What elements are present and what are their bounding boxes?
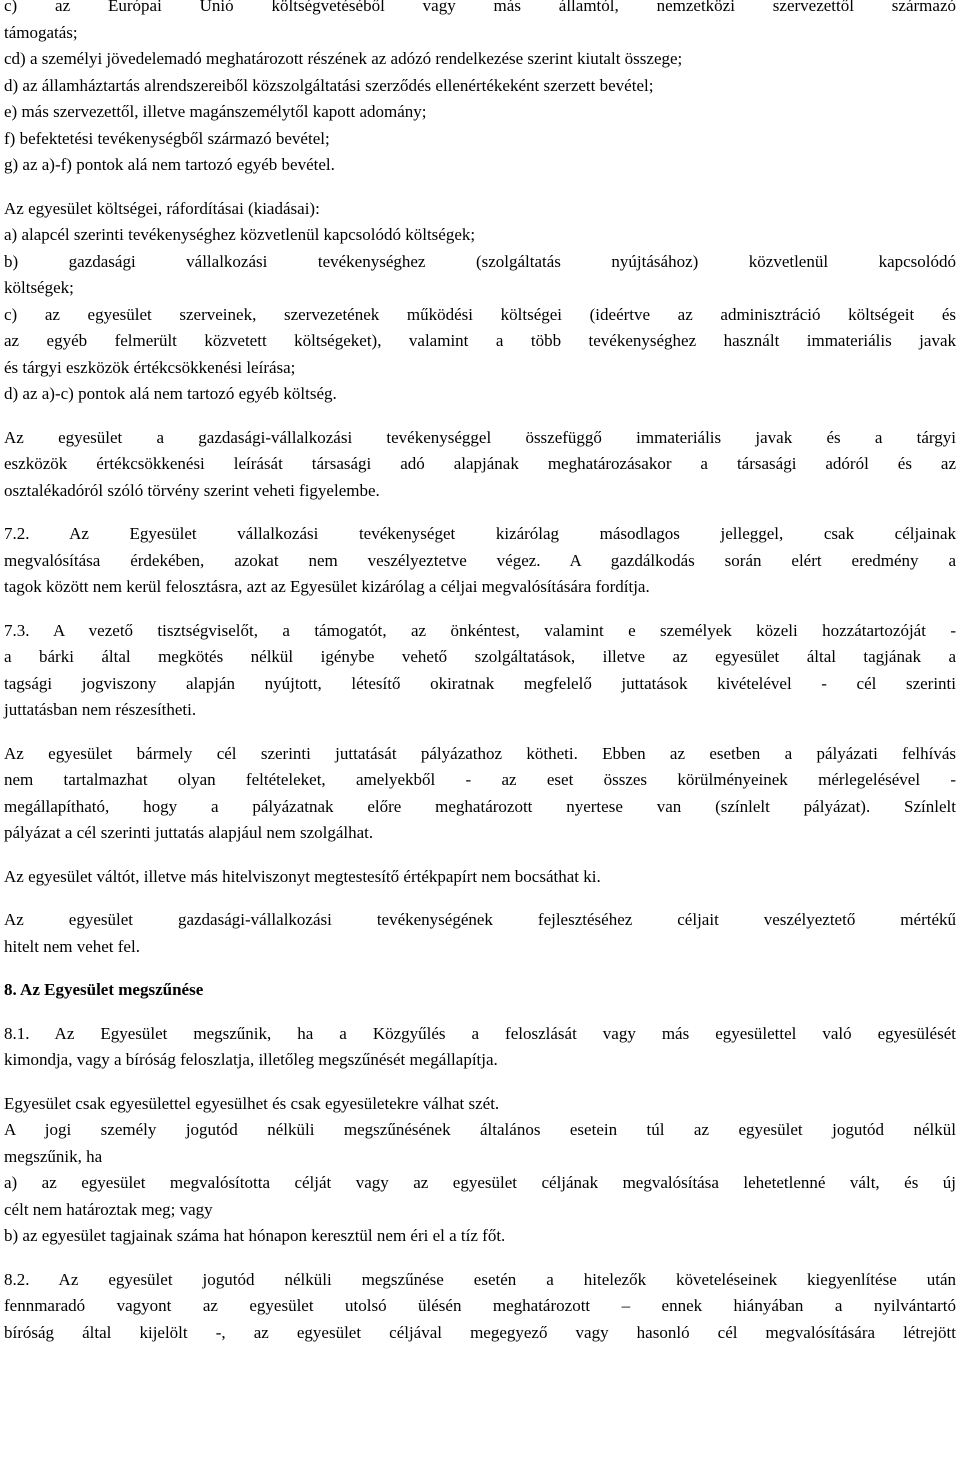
text-line: 8.1. Az Egyesület megszűnik, ha a Közgyűlés a feloszlását vagy más egyesülettel való egyesülését [4, 1023, 956, 1043]
list-item: cd) a személyi jövedelemadó meghatározott részének az adózó rendelkezése szerint kiutalt összege; [4, 49, 683, 68]
text-line: megszűnik, ha [4, 1146, 103, 1166]
text-line: juttatásban nem részesítheti. [4, 700, 197, 719]
merger-paragraph [4, 1091, 956, 1250]
list-item: g) az a)-f) pontok alá nem tartozó egyéb bevétel. [4, 155, 335, 174]
text-line: b) az egyesület tagjainak száma hat hónapon keresztül nem éri el a tíz főt. [4, 1226, 506, 1245]
section-8-2 [4, 1267, 956, 1347]
section-8-1 [4, 1021, 956, 1074]
text-line: Az egyesület költségei, ráfordításai (kiadásai): [4, 198, 320, 218]
list-item: támogatás; [4, 22, 78, 42]
text-line: 7.2. Az Egyesület vállalkozási tevékenységet kizárólag másodlagos jelleggel, csak céljainak [4, 524, 956, 543]
text-line: c) az egyesület szerveinek, szervezetének működési költségei (ideértve az adminisztráció költségeit és [4, 304, 956, 324]
text-line: költségek; [4, 278, 74, 297]
text-line: a) alapcél szerinti tevékenységhez közvetlenül kapcsolódó költségek; [4, 225, 476, 244]
text-line: pályázat a cél szerinti juttatás alapjául nem szolgálhat. [4, 823, 374, 842]
text-line: célt nem határoztak meg; vagy [4, 1199, 213, 1219]
text-line: Az egyesület bármely cél szerinti juttatását pályázathoz kötheti. Ebben az esetben a pályázati felhívás [4, 743, 956, 763]
text-line: A jogi személy jogutód nélküli megszűnésének általános esetein túl az egyesület jogutód nélkül [4, 1120, 956, 1139]
text-line: az egyéb felmerült közvetett költségeket), valamint a több tevékenységhez használt immateriális javak [4, 331, 956, 350]
text-line: kimondja, vagy a bíróság feloszlatja, illetőleg megszűnését megállapítja. [4, 1050, 498, 1069]
section-7-3 [4, 618, 956, 724]
text-line: megvalósítása érdekében, azokat nem veszélyeztetve végez. A gazdálkodás során elért eredmény a [4, 550, 956, 570]
text-line: Az egyesület váltót, illetve más hitelviszonyt megtestesítő értékpapírt nem bocsáthat ki. [4, 866, 601, 886]
text-line: b) gazdasági vállalkozási tevékenységhez (szolgáltatás nyújtásához) közvetlenül kapcsolódó [4, 251, 956, 271]
income-items-list [4, 0, 956, 179]
section-7-2 [4, 521, 956, 601]
text-line: megállapítható, hogy a pályázatnak előre meghatározott nyertese van (színlelt pályázat). Színlelt [4, 796, 956, 816]
text-line: 8.2. Az egyesület jogutód nélküli megszűnése esetén a hitelezők követeléseinek kiegyenlítése után [4, 1269, 956, 1289]
document-page [4, 0, 956, 1346]
text-line: Egyesület csak egyesülettel egyesülhet és csak egyesületekre válhat szét. [4, 1093, 500, 1113]
text-line: nem tartalmazhat olyan feltételeket, amelyekből - az eset összes körülményeinek mérlegelésével - [4, 770, 956, 789]
text-line: d) az a)-c) pontok alá nem tartozó egyéb költség. [4, 384, 337, 403]
credit-paragraph [4, 907, 956, 960]
text-line: fennmaradó vagyont az egyesület utolsó ülésén meghatározott – ennek hiányában a nyilvántartó [4, 1296, 956, 1315]
text-line: tagok között nem kerül felosztásra, azt az Egyesület kizárólag a céljai megvalósítására fordítja. [4, 577, 650, 596]
depreciation-paragraph [4, 425, 956, 505]
section-heading [4, 977, 956, 1004]
text-line: eszközök értékcsökkenési leírását társasági adó alapjának meghatározásakor a társasági adóról és az [4, 454, 956, 473]
text-line: 7.3. A vezető tisztségviselőt, a támogatót, az önkéntest, valamint e személyek közeli hozzátartozóját - [4, 620, 956, 640]
bills-paragraph [4, 864, 956, 891]
text-line: tagsági jogviszony alapján nyújtott, létesítő okiratnak megfelelő juttatások kivételével - cél szerinti [4, 673, 956, 693]
text-line: osztalékadóról szóló törvény szerint veheti figyelembe. [4, 480, 380, 500]
list-item: e) más szervezettől, illetve magánszemélytől kapott adomány; [4, 102, 427, 121]
costs-paragraph [4, 196, 956, 408]
text-line: a bárki által megkötés nélkül igénybe vehető szolgáltatások, illetve az egyesület által tagjának a [4, 647, 956, 666]
text-line: hitelt nem vehet fel. [4, 936, 140, 956]
list-item: f) befektetési tevékenységből származó bevétel; [4, 128, 330, 148]
section-title: 8. Az Egyesület megszűnése [4, 980, 204, 999]
list-item: c) az Európai Unió költségvetéséből vagy más államtól, nemzetközi szervezettől származó [4, 0, 956, 15]
list-item: d) az államháztartás alrendszereiből közszolgáltatási szerződés ellenértékeként szerzett bevétel; [4, 75, 654, 95]
tender-paragraph [4, 741, 956, 847]
text-line: Az egyesület gazdasági-vállalkozási tevékenységének fejlesztéséhez céljait veszélyeztető mértékű [4, 910, 956, 929]
text-line: a) az egyesület megvalósította célját vagy az egyesület céljának megvalósítása lehetetlenné vált, és új [4, 1173, 956, 1192]
text-line: Az egyesület a gazdasági-vállalkozási tevékenységgel összefüggő immateriális javak és a tárgyi [4, 427, 956, 447]
text-line: bíróság által kijelölt -, az egyesület céljával megegyező vagy hasonló cél megvalósítására létrejött [4, 1322, 956, 1342]
text-line: és tárgyi eszközök értékcsökkenési leírása; [4, 357, 296, 377]
